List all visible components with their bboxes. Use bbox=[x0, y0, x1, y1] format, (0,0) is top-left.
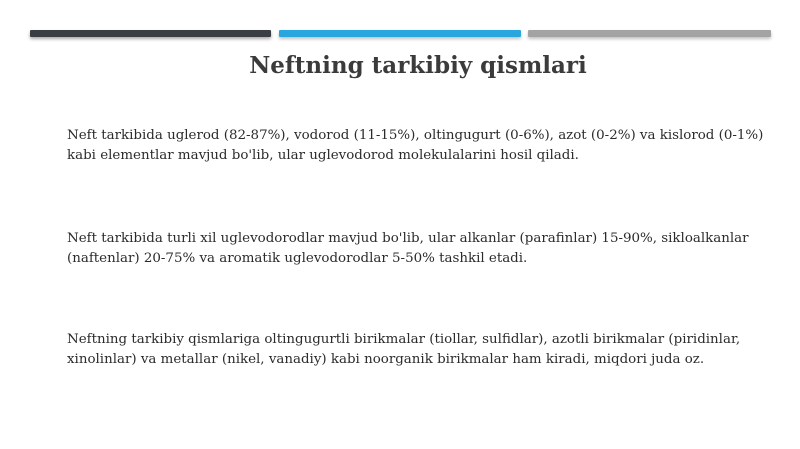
paragraph-hydrocarbons: Neft tarkibida turli xil uglevodorodlar mavjud bo'lib, ular alkanlar (parafinlar) 15-90%, sikloalkanlar (naftenlar) 20-75% va aromatik uglevodorodlar 5-50% tashkil etadi. bbox=[67, 231, 749, 266]
paragraph-compounds: Neftning tarkibiy qismlariga oltingugurtli birikmalar (tiollar, sulfidlar), azotli birikmalar (piridinlar, xinolinlar) va metallar (nikel, vanadiy) kabi noorganik birikmalar ham kiradi, miqdori juda oz. bbox=[67, 332, 741, 367]
slide-title: Neftning tarkibiy qismlari bbox=[249, 52, 587, 79]
header-bar-gray bbox=[528, 30, 771, 37]
header-bar-accent bbox=[279, 30, 521, 37]
paragraph-elements: Neft tarkibida uglerod (82-87%), vodorod (11-15%), oltingugurt (0-6%), azot (0-2%) va kislorod (0-1%) kabi elementlar mavjud bo'lib, ular uglevodorod molekulalarini hosil qiladi. bbox=[67, 128, 764, 163]
header-bar-dark bbox=[30, 30, 271, 37]
